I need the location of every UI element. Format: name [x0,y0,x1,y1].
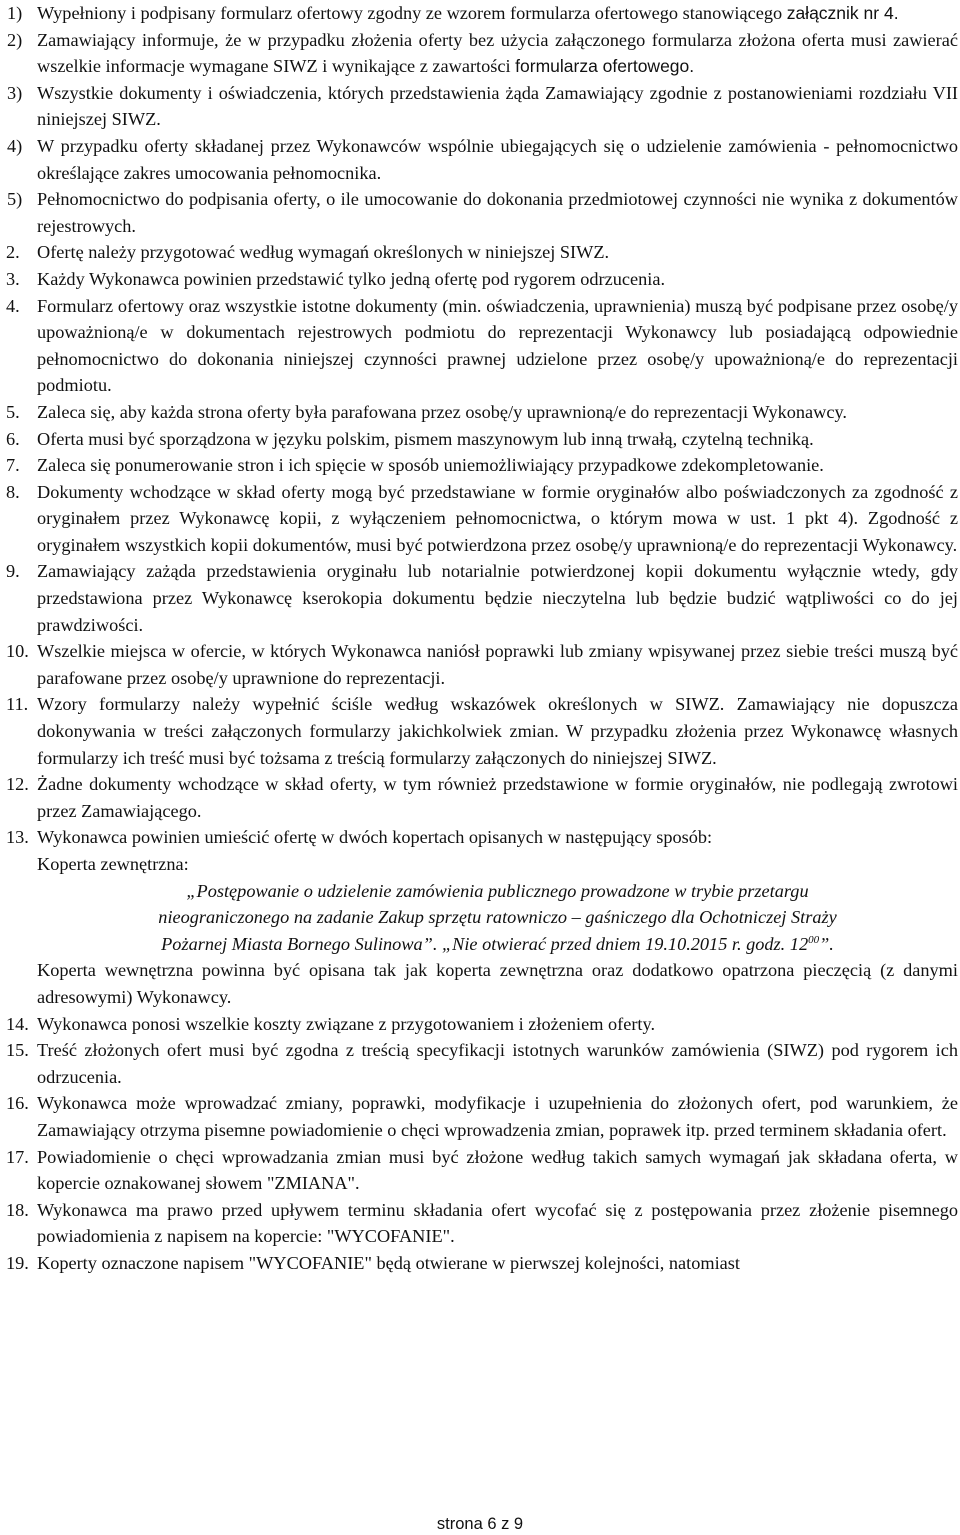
item-text: W przypadku oferty składanej przez Wykonawców wspólnie ubiegających się o udzielenie zamówienia - pełnomocnictwo określające zakres umocowania pełnomocnika. [37,135,958,183]
item-text: Dokumenty wchodzące w skład oferty mogą być przedstawiane w formie oryginałów albo poświadczonych za zgodność z oryginałem przez Wykonawcę kopii, z wyłączeniem pełnomocnictwa, o którym mowa w ust. 1 pkt 4). Zgodność z oryginałem wszystkich kopii dokumentów, musi być potwierdzona przez osobę/y uprawnioną/e do reprezentacji Wykonawcy. [37,481,958,555]
item-text: Wypełniony i podpisany formularz ofertowy zgodny ze wzorem formularza ofertowego stanowiącego [37,3,787,23]
item-text: Wszystkie dokumenty i oświadczenia, których przedstawienia żąda Zamawiający zgodnie z postanowieniami rozdziału VII niniejszej SIWZ. [37,82,958,130]
item-text: Powiadomienie o chęci wprowadzania zmian musi być złożone według takich samych wymagań jak składana oferta, w kopercie oznakowanej słowem "ZMIANA". [37,1146,958,1194]
item-number: 4. [6,295,20,316]
item-number: 5) [7,189,23,210]
item-text: Pełnomocnictwo do podpisania oferty, o ile umocowanie do dokonania przedmiotowej czynności nie wynika z dokumentów rejestrowych. [37,189,958,236]
list-item [6,1197,958,1250]
list-item [6,452,958,479]
envelope-quote-line-3 [37,931,958,958]
item-number: 5. [6,401,20,422]
item-number: 8. [6,481,20,502]
list-item [6,638,958,691]
item-number: 7. [6,455,20,476]
item-text: Zamawiający informuje, że w przypadku złożenia oferty bez użycia załączonego formularza złożona oferta musi zawierać wszelkie informacje wymagane SIWZ i wynikające z zawartości [37,29,958,77]
item-text: Żadne dokumenty wchodzące w skład oferty, w tym również przedstawione w formie oryginałów, nie podlegają zwrotowi przez Zamawiającego. [37,774,958,821]
item-number: 3. [6,268,20,289]
item-number: 15. [6,1040,29,1061]
item-number: 14. [6,1013,29,1034]
list-item-envelopes [6,824,958,1010]
list-item [6,239,958,266]
item-text: Zamawiający zażąda przedstawienia oryginału lub notarialnie potwierdzonej kopii dokumentu wyłącznie wtedy, gdy przedstawiona przez Wykonawcę kserokopia dokumentu będzie nieczytelna lub będzie budzić wątpliwości co do jej prawdziwości. [37,561,958,635]
item-number: 11. [6,694,29,715]
list-item [6,293,958,399]
list-item [6,266,958,293]
item-number: 18. [6,1199,29,1220]
item-text: Wszelkie miejsca w ofercie, w których Wykonawca naniósł poprawki lub zmiany wpisywanej przez siebie treści muszą być parafowane przez osobę/y uprawnione do reprezentacji. [37,641,958,688]
item-number: 12. [6,774,29,795]
outer-envelope-label: Koperta zewnętrzna: [37,854,189,874]
list-item [6,1090,958,1143]
item-number: 17. [6,1146,29,1167]
item-text: Treść złożonych ofert musi być zgodna z treścią specyfikacji istotnych warunków zamówienia (SIWZ) pod rygorem ich odrzucenia. [37,1040,958,1087]
page-footer: strona 6 z 9 [436,1515,524,1533]
list-item [6,27,958,80]
item-number: 1) [7,3,23,23]
item-text: Formularz ofertowy oraz wszystkie istotne dokumenty (min. oświadczenia, uprawnienia) muszą być podpisane przez osobę/y upoważnioną/e w dokumentach rejestrowych podmiotu do reprezentacji Wykonawcy lub posiadającą odpowiednie pełnomocnictwo do dokonania niniejszej czynności prawnej udzielone przez osobę/y upoważnioną/e do reprezentacji podmiotu. [37,295,958,396]
envelope-quote-line: „Postępowanie o udzielenie zamówienia publicznego prowadzone w trybie przetargu [186,880,809,901]
envelope-quote-text: Pożarnej Miasta Bornego Sulinowa”. „Nie otwierać przed dniem 19.10.2015 r. godz. 12 [161,933,809,954]
list-item [6,186,958,239]
list-item [6,399,958,426]
list-item [6,479,958,559]
item-text: Ofertę należy przygotować według wymagań określonych w niniejszej SIWZ. [37,242,610,263]
item-number: 19. [6,1252,29,1273]
list-item [6,0,958,27]
list-item [6,1011,958,1038]
list-item [6,691,958,771]
list-item [6,133,958,186]
list-item [6,1250,958,1277]
item-number: 4) [7,135,23,156]
envelope-quote-superscript: 00 [808,933,820,946]
envelope-quote-line: nieograniczonego na zadanie Zakup sprzętu ratowniczo – gaśniczego dla Ochotniczej Straży [158,907,837,928]
envelope-quote [37,878,958,958]
item-text: Zaleca się, aby każda strona oferty była parafowana przez osobę/y uprawnioną/e do reprezentacji Wykonawcy. [37,401,848,422]
item-number: 6. [6,428,20,449]
item-text: Oferta musi być sporządzona w języku polskim, pismem maszynowym lub inną trwałą, czytelną techniką. [37,428,814,449]
envelope-quote-end: ”. [819,933,834,954]
item-text-sans: załącznik nr 4. [786,3,899,23]
item-text: Wykonawca ma prawo przed upływem terminu składania ofert wycofać się z postępowania przez złożenie pisemnego powiadomienia z napisem na kopercie: "WYCOFANIE". [37,1199,958,1247]
list-item [6,1037,958,1090]
list-item [6,771,958,824]
item-number: 16. [6,1093,29,1114]
item-number: 3) [7,82,23,103]
item-number: 9. [6,561,20,582]
item-text: Wykonawca może wprowadzać zmiany, poprawki, modyfikacje i uzupełnienia do złożonych ofert, pod warunkiem, że Zamawiający otrzyma pisemne powiadomienie o chęci wprowadzenia zmian, poprawek itp. przed terminem składania ofert. [37,1093,958,1140]
list-item [6,558,958,638]
item-text: Koperty oznaczone napisem "WYCOFANIE" będą otwierane w pierwszej kolejności, natomiast [37,1252,740,1273]
item-number: 2. [6,242,20,263]
item-text: Wzory formularzy należy wypełnić ściśle według wskazówek określonych w SIWZ. Zamawiający nie dopuszcza dokonywania w treści załączonych formularzy jakichkolwiek zmian. W przypadku złożenia przez Wykonawcę własnych formularzy ich treść musi być tożsama z treścią formularzy załączonych do niniejszej SIWZ. [37,694,958,768]
list-item [6,1144,958,1197]
item-number: 13. [6,827,29,848]
list-item [6,426,958,453]
list-item [6,80,958,133]
inner-envelope-text: Koperta wewnętrzna powinna być opisana tak jak koperta zewnętrzna oraz dodatkowo opatrzona pieczęcią (z danymi adresowymi) Wykonawcy. [37,960,958,1007]
item-text: Zaleca się ponumerowanie stron i ich spięcie w sposób uniemożliwiający przypadkowe zdekompletowanie. [37,455,824,476]
item-text: Wykonawca ponosi wszelkie koszty związane z przygotowaniem i złożeniem oferty. [37,1013,656,1034]
item-number: 2) [7,29,23,50]
item-text-sans: formularza ofertowego. [515,56,695,77]
item-text: Wykonawca powinien umieścić ofertę w dwóch kopertach opisanych w następujący sposób: [37,827,713,848]
item-text: Każdy Wykonawca powinien przedstawić tylko jedną ofertę pod rygorem odrzucenia. [37,268,666,289]
item-number: 10. [6,641,29,662]
